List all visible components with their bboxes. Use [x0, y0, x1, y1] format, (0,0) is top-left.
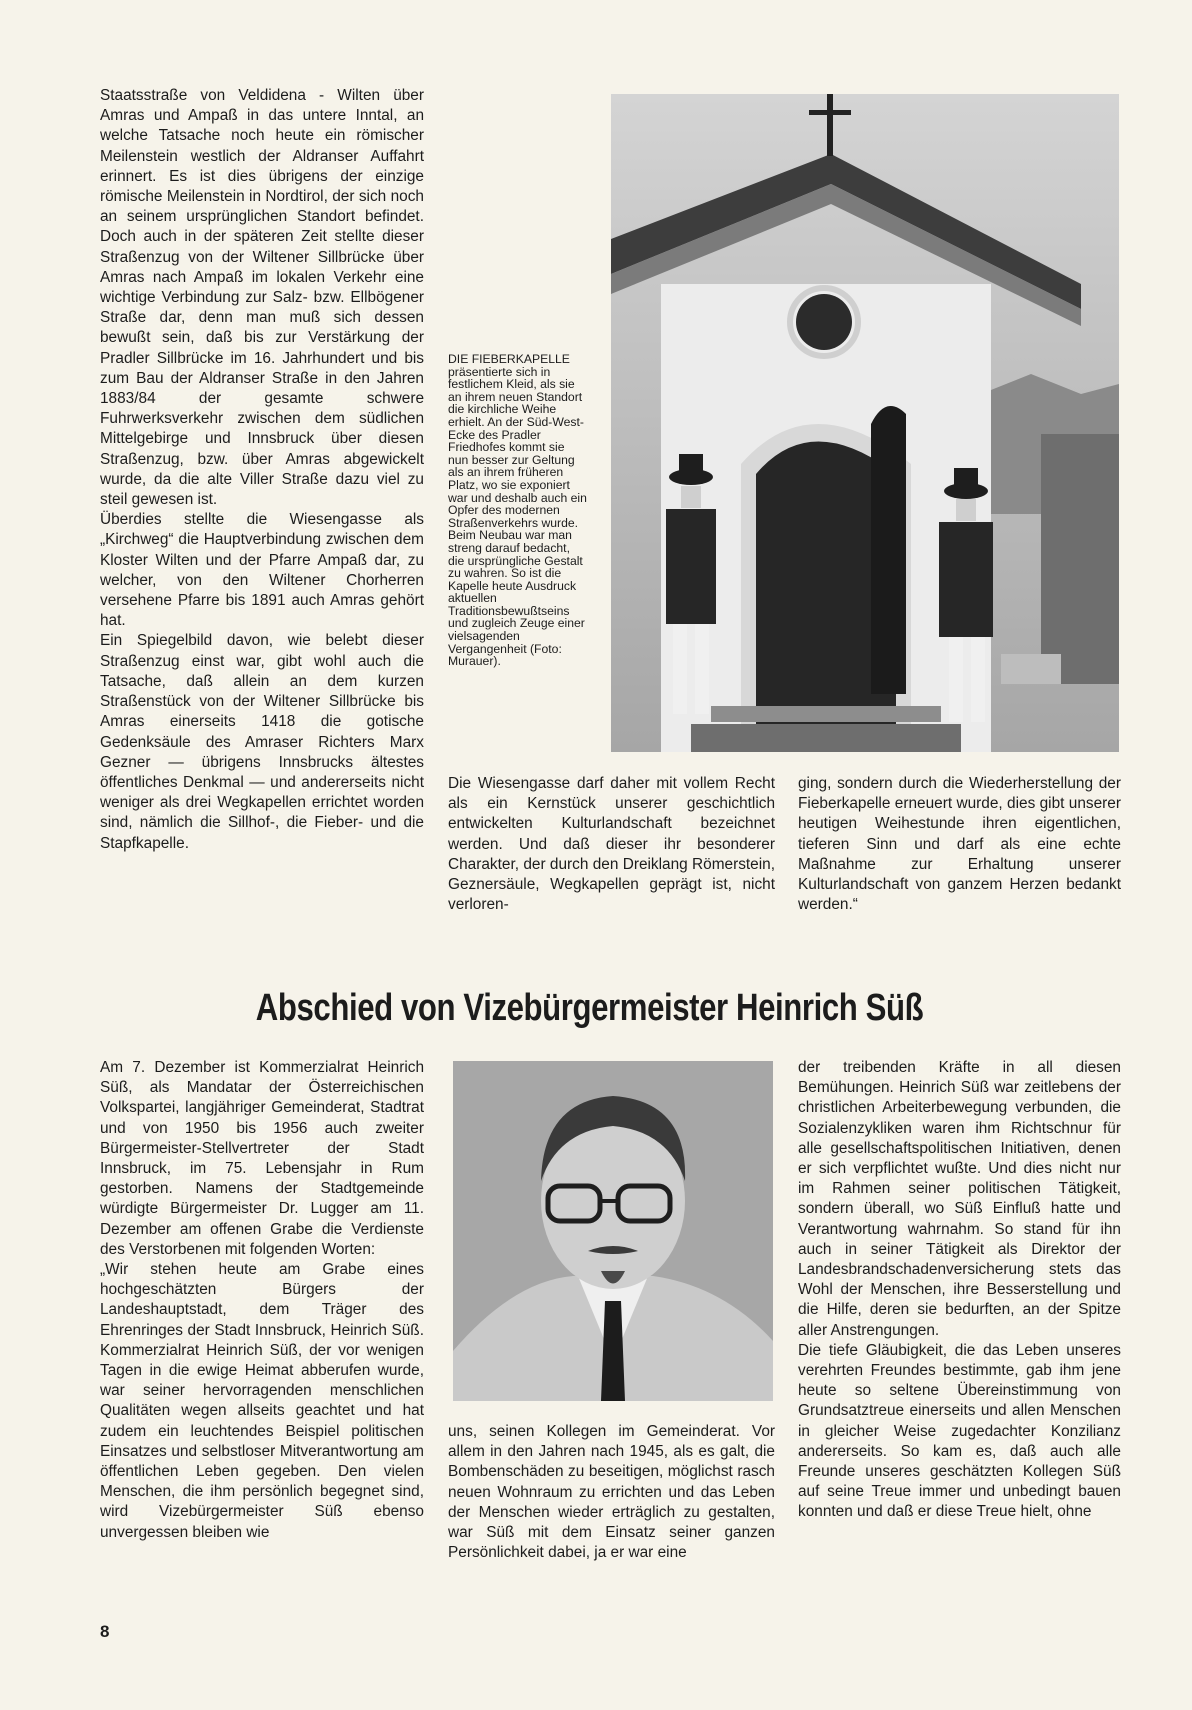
paragraph: Die Wiesengasse darf daher mit vollem Recht als ein Kernstück unserer geschichtlich entwickelten Kulturlandschaft bezeichnet werden. Und daß dieser ihr besonderer Charakter, der durch den Dreiklang Römerstein, Geznersäule, Wegkapellen geprägt ist, nicht verloren-	[448, 775, 775, 914]
portrait-photo	[453, 1061, 773, 1401]
article-right-column	[798, 1058, 1121, 1523]
paragraph: Die tiefe Gläubigkeit, die das Leben unseres verehrten Freundes bestimmte, gab ihm jene heute so seltene Übereinstimmung von Grundsatztreue einerseits und allen Menschen in gleicher Weise zugedachter Konzilianz andererseits. So kam es, daß auch alle Freunde unseres geschätzten Kollegen Süß auf seine Treue immer und unbedingt bauen konnten und daß er diese Treue hielt, ohne	[798, 1341, 1121, 1521]
top-middle-column	[448, 774, 775, 915]
paragraph: Überdies stellte die Wiesengasse als „Kirchweg“ die Hauptverbindung zwischen dem Kloster Wilten und der Pfarre Ampaß dar, zu welcher, von den Wiltener Chorherren versehene Pfarre bis 1891 auch Amras gehört hat.	[100, 511, 424, 630]
paragraph: „Wir stehen heute am Grabe eines hochgeschätzten Bürgers der Landeshauptstadt, dem Träger des Ehrenringes der Stadt Innsbruck, Heinrich Süß. Kommerzialrat Heinrich Süß, der vor wenigen Tagen in die ewige Heimat abberufen wurde, war seiner hervorragenden menschlichen Qualitäten wegen allseits geachtet und hat zudem ein leuchtendes Beispiel politischen Einsatzes und selbstloser Mitverantwortung am öffentlichen Leben gegeben. Den vielen Menschen, die ihm persönlich begegnet sind, wird Vizebürgermeister Süß ebenso unvergessen bleiben wie	[100, 1261, 424, 1541]
page-number: 8	[100, 1622, 110, 1641]
paragraph: Staatsstraße von Veldidena - Wilten über Amras und Ampaß in das untere Inntal, an welche Tatsache noch heute ein römischer Meilenstein westlich der Aldranser Auffahrt erinnert. Es ist dies übrigens der einzige römische Meilenstein in Nordtirol, der sich noch an seinem ursprünglichen Standort befindet. Doch auch in der späteren Zeit stellte dieser Straßenzug von der Wiltener Sillbrücke über Amras nach Ampaß im lokalen Verkehr eine wichtige Verbindung zur Salz- bzw. Ellbögener Straße dar, denn man muß sich dessen bewußt sein, daß bis zur Verstärkung der Pradler Sillbrücke im 16. Jahrhundert und bis zum Bau der Aldranser Straße in den Jahren 1883/84 der gesamte schwere Fuhrwerksverkehr zwischen dem südlichen Mittelgebirge und Innsbruck über diesen Straßenzug, bzw. über Amras abgewickelt wurde, da die alte Viller Straße dazu viel zu steil gewesen ist.	[100, 87, 424, 509]
paragraph: Ein Spiegelbild davon, wie belebt dieser Straßenzug einst war, gibt wohl auch die Tatsache, daß allein an dem kurzen Straßenstück von der Wiltener Sillbrücke bis Amras einerseits 1418 die gotische Gedenksäule des Amraser Richters Marx Gezner — übrigens Innsbrucks ältestes öffentliches Denkmal — und andererseits nicht weniger als drei Wegkapellen errichtet worden sind, nämlich die Sillhof-, die Fieber- und die Stapfkapelle.	[100, 632, 424, 852]
paragraph: der treibenden Kräfte in all diesen Bemühungen. Heinrich Süß war zeitlebens der christlichen Arbeiterbewegung verbunden, die Sozialenzykliken waren ihm Richtschnur für alle gesellschaftspolitischen Initiativen, denen er sich verpflichtet wußte. Und dies nicht nur im Rahmen seiner politischen Tätigkeit, sondern überall, wo Süß Einfluß hatte und Verantwortung wahrnahm. So stand für ihn auch in seiner Tätigkeit als Direktor der Landesbrandschadenversicherung stets das Wohl der Menschen, ihre Besserstellung und die Hilfe, deren sie bedurften, an der Spitze aller Anstrengungen.	[798, 1059, 1121, 1339]
chapel-illustration	[611, 94, 1119, 752]
chapel-photo	[611, 94, 1119, 752]
article-left-column	[100, 1058, 424, 1543]
article-middle-column	[448, 1422, 775, 1563]
paragraph: uns, seinen Kollegen im Gemeinderat. Vor allem in den Jahren nach 1945, als es galt, die Bombenschäden zu beseitigen, möglichst rasch neuen Wohnraum zu errichten und das Leben der Menschen wieder erträglich zu gestalten, war Süß mit dem Einsatz seiner ganzen Persönlichkeit dabei, ja er war eine	[448, 1423, 775, 1562]
paragraph: Am 7. Dezember ist Kommerzialrat Heinrich Süß, als Mandatar der Österreichischen Volkspartei, langjähriger Gemeinderat, Stadtrat und von 1950 bis 1956 auch zweiter Bürgermeister-Stellvertreter der Stadt Innsbruck, im 75. Lebensjahr in Rum gestorben. Namens der Stadtgemeinde würdigte Bürgermeister Dr. Lugger am 11. Dezember am offenen Grabe die Verdienste des Verstorbenen mit folgenden Worten:	[100, 1059, 424, 1258]
top-left-column	[100, 86, 424, 854]
portrait-illustration	[453, 1061, 773, 1401]
article-headline: Abschied von Vizebürgermeister Heinrich Süß	[255, 987, 924, 1029]
chapel-photo-caption: DIE FIEBERKAPELLE präsentierte sich in festlichem Kleid, als sie an ihrem neuen Standort die kirchliche Weihe erhielt. An der Süd-West-Ecke des Pradler Friedhofes kommt sie nun besser zur Geltung als an ihrem früheren Platz, wo sie exponiert war und deshalb auch ein Opfer des modernen Straßenverkehrs wurde. Beim Neubau war man streng darauf bedacht, die ursprüngliche Gestalt zu wahren. So ist die Kapelle heute Ausdruck aktuellen Traditionsbewußtseins und zugleich Zeuge einer vielsagenden Vergangenheit (Foto: Murauer).	[448, 352, 587, 669]
paragraph: ging, sondern durch die Wiederherstellung der Fieberkapelle erneuert wurde, dies gibt unserer heutigen Weihestunde ihren eigentlichen, tieferen Sinn und darf als eine echte Maßnahme zur Erhaltung unserer Kulturlandschaft von ganzem Herzen bedankt werden.“	[798, 775, 1121, 914]
top-right-column	[798, 774, 1121, 915]
